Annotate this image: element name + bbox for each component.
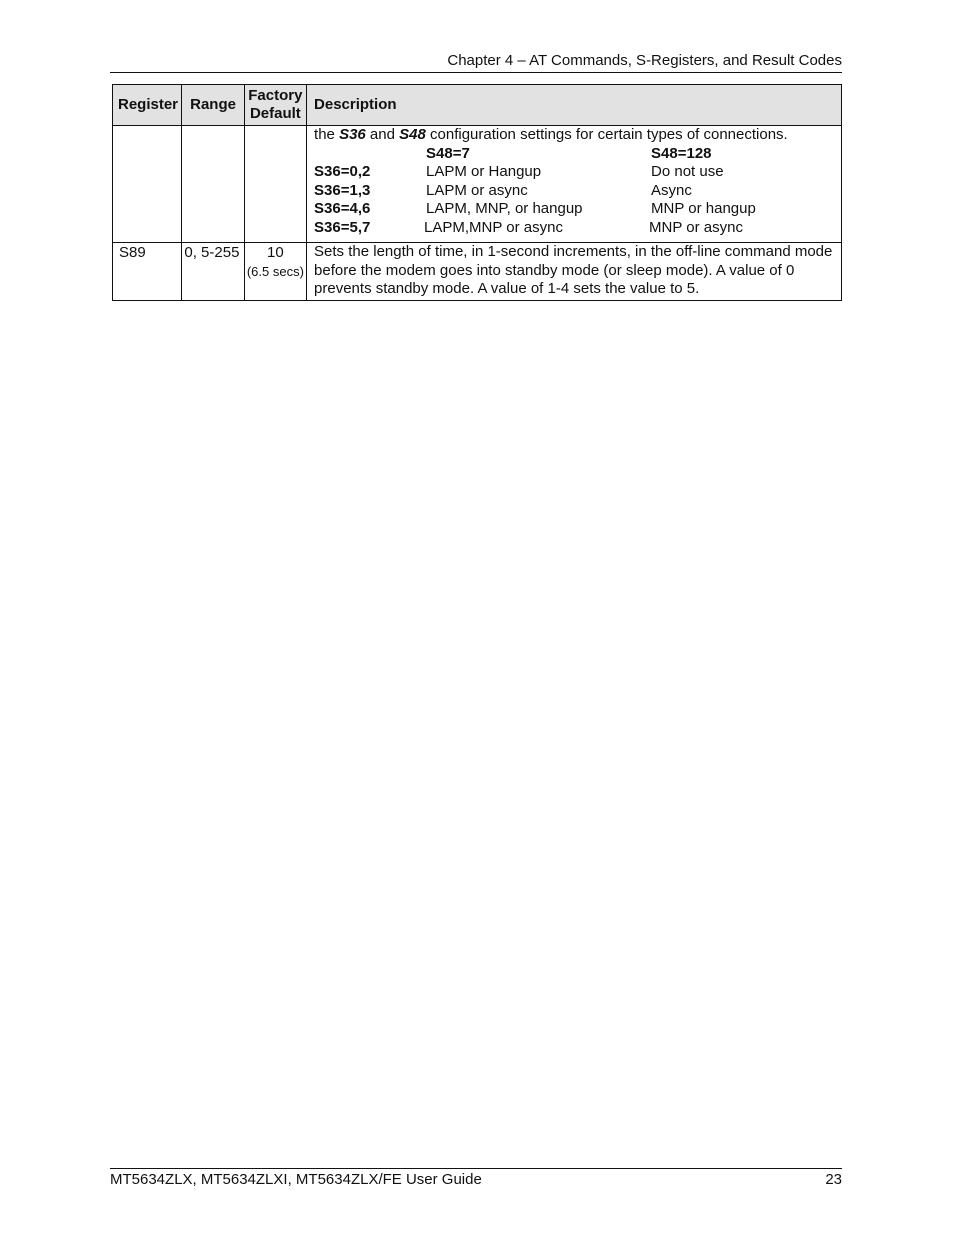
column-header-factory: Factory bbox=[248, 87, 303, 104]
default-value: 10 bbox=[267, 244, 284, 261]
range-cell: 0, 5-255 bbox=[182, 243, 244, 301]
default-note: (6.5 secs) bbox=[246, 263, 304, 279]
intro-and: and bbox=[365, 126, 400, 143]
column-header-register: Register bbox=[113, 85, 182, 126]
combo-row bbox=[314, 200, 837, 219]
combo-grid-header bbox=[314, 145, 837, 164]
column-header-range: Range bbox=[182, 85, 244, 126]
combo-setting: S36=4,6 bbox=[314, 200, 371, 217]
combo-col-head-s48-128: S48=128 bbox=[651, 144, 712, 162]
page-header bbox=[110, 52, 842, 73]
combo-row bbox=[314, 182, 837, 201]
combo-s48-128-value: MNP or async bbox=[649, 218, 743, 236]
combo-s48-7-value: LAPM or async bbox=[426, 181, 528, 199]
combo-s48-7-value: LAPM,MNP or async bbox=[424, 218, 563, 236]
combo-s48-128-value: Do not use bbox=[651, 163, 724, 180]
column-header-description: Description bbox=[307, 85, 842, 126]
intro-s48: S48 bbox=[399, 126, 426, 143]
combo-s48-7-value: LAPM, MNP, or hangup bbox=[426, 200, 583, 217]
combo-s48-128-value: MNP or hangup bbox=[651, 200, 756, 217]
intro-line bbox=[314, 126, 837, 145]
intro-prefix: the bbox=[314, 126, 340, 143]
combo-row bbox=[314, 219, 837, 238]
combo-col-head-s48-7: S48=7 bbox=[426, 144, 470, 162]
table-header-row bbox=[113, 85, 842, 126]
combo-grid-spacer bbox=[314, 145, 426, 164]
column-header-default: Default bbox=[249, 105, 301, 122]
combo-s48-128-value: Async bbox=[651, 181, 692, 199]
register-cell: S89 bbox=[113, 243, 182, 301]
table-row-s89 bbox=[113, 243, 842, 301]
intro-suffix: configuration settings for certain types of connections. bbox=[425, 126, 788, 143]
page-number: 23 bbox=[825, 1171, 842, 1188]
combo-row bbox=[314, 163, 837, 182]
combo-setting: S36=5,7 bbox=[314, 218, 371, 236]
description-cell bbox=[307, 126, 842, 243]
combo-setting: S36=0,2 bbox=[314, 163, 371, 180]
intro-s36: S36 bbox=[339, 126, 366, 143]
register-cell-empty bbox=[113, 126, 182, 243]
description-cell: Sets the length of time, in 1-second increments, in the off-line command mode before the modem goes into standby mode (or sleep mode). A value of 0 prevents standby mode. A value of 1-4 sets the value to 5. bbox=[307, 243, 842, 301]
chapter-title: Chapter 4 – AT Commands, S-Registers, and Result Codes bbox=[447, 52, 842, 69]
range-cell-empty bbox=[182, 126, 244, 243]
column-header-factory-default bbox=[244, 85, 306, 126]
default-cell bbox=[244, 243, 306, 301]
s-register-table bbox=[112, 84, 842, 301]
table-row-s36-s48-continuation bbox=[113, 126, 842, 243]
default-cell-empty bbox=[244, 126, 306, 243]
page-footer bbox=[110, 1168, 842, 1189]
combo-s48-7-value: LAPM or Hangup bbox=[426, 163, 542, 180]
guide-title: MT5634ZLX, MT5634ZLXI, MT5634ZLX/FE User Guide bbox=[110, 1171, 482, 1188]
combo-setting: S36=1,3 bbox=[314, 181, 371, 199]
